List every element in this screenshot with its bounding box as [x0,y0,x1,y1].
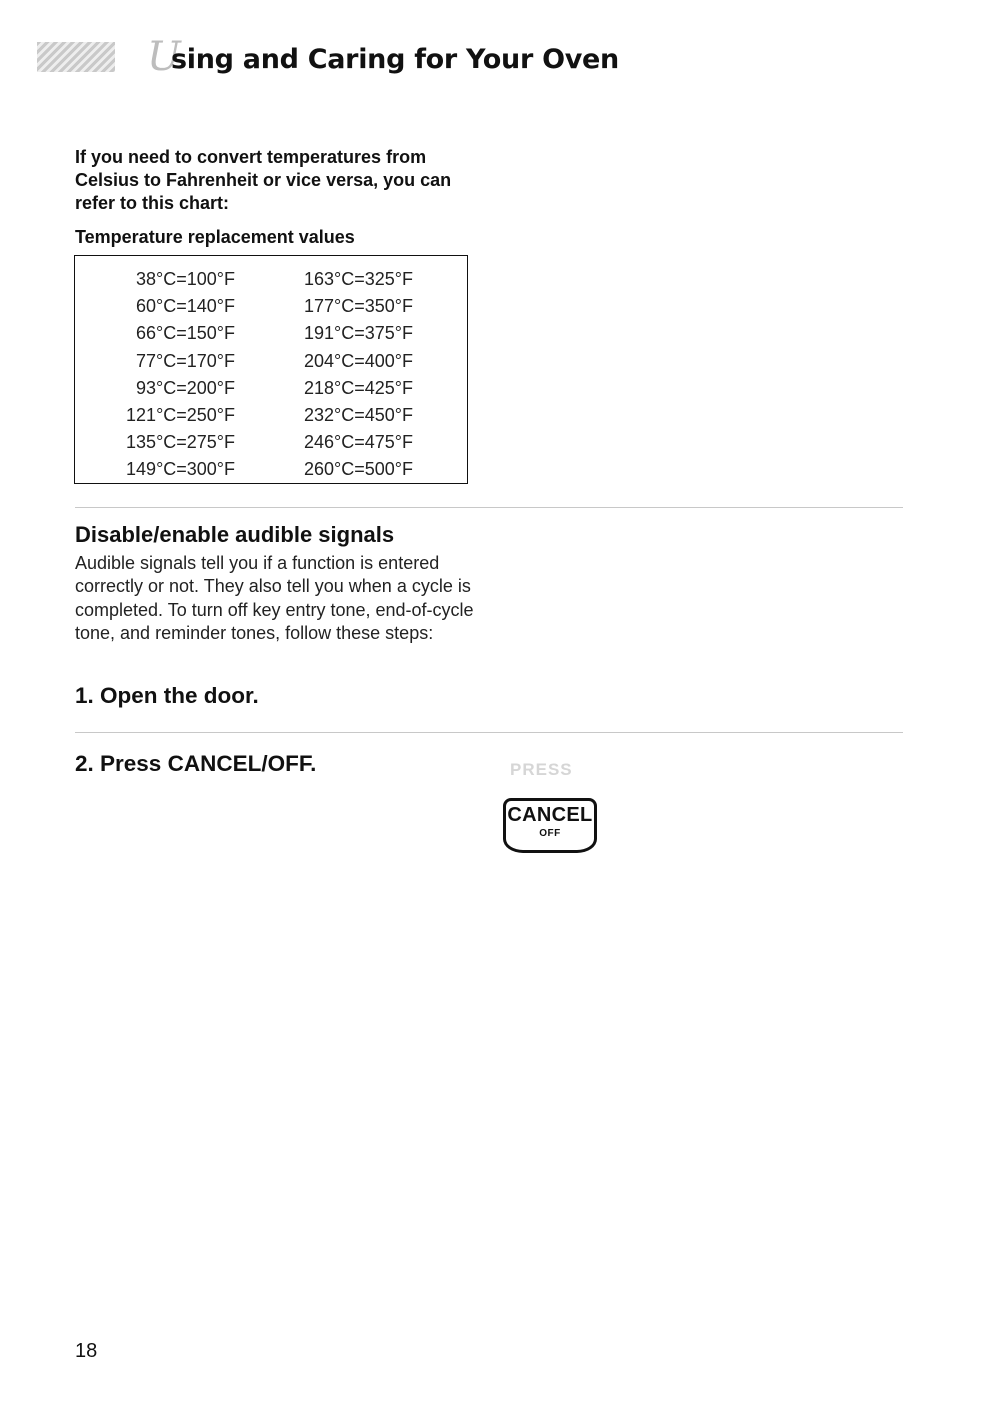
temperature-cell: 163°C=325°F [304,269,413,289]
intro-text: If you need to convert temperatures from Celsius to Fahrenheit or vice versa, you can refer to this chart: [75,147,452,213]
header-decoration [37,42,115,72]
chart-title: Temperature replacement values [75,227,355,247]
section-body: Audible signals tell you if a function is entered correctly or not. They also tell you when a cycle is completed. To turn off key entry tone, end-of-cycle tone, and reminder tones, follow these steps: [75,553,474,644]
step-press-cancel: 2. Press CANCEL/OFF. [75,751,317,776]
section-divider [75,732,903,733]
temperature-cell: 204°C=400°F [304,350,413,371]
temperature-cell: 60°C=140°F [136,296,235,317]
temperature-cell: 149°C=300°F [126,459,235,480]
temperature-cell: 177°C=350°F [304,296,413,317]
temperature-column-left [126,266,235,484]
temperature-cell: 246°C=475°F [304,432,413,453]
cancel-button-label: CANCEL [507,804,593,826]
temperature-cell: 121°C=250°F [126,405,235,426]
temperature-cell: 38°C=100°F [136,269,235,289]
temperature-cell: 232°C=450°F [304,405,413,426]
page-number: 18 [75,1340,98,1362]
temperature-cell: 218°C=425°F [304,377,413,398]
temperature-cell: 66°C=150°F [136,323,235,344]
temperature-cell: 135°C=275°F [126,432,235,453]
title-initial-swash: U [147,34,175,80]
page-title: sing and Caring for Your Oven [171,44,619,75]
section-divider [75,507,903,508]
cancel-off-button[interactable] [503,798,597,853]
temperature-cell: 260°C=500°F [304,459,413,480]
press-label: PRESS [510,760,573,779]
section-heading: Disable/enable audible signals [75,522,395,547]
temperature-cell: 93°C=200°F [136,377,235,398]
temperature-column-right [304,266,413,484]
step-open-door: 1. Open the door. [75,683,259,708]
temperature-cell: 77°C=170°F [136,350,235,371]
temperature-cell: 191°C=375°F [304,323,413,344]
cancel-button-sublabel: OFF [539,828,561,839]
temperature-chart [74,255,468,484]
